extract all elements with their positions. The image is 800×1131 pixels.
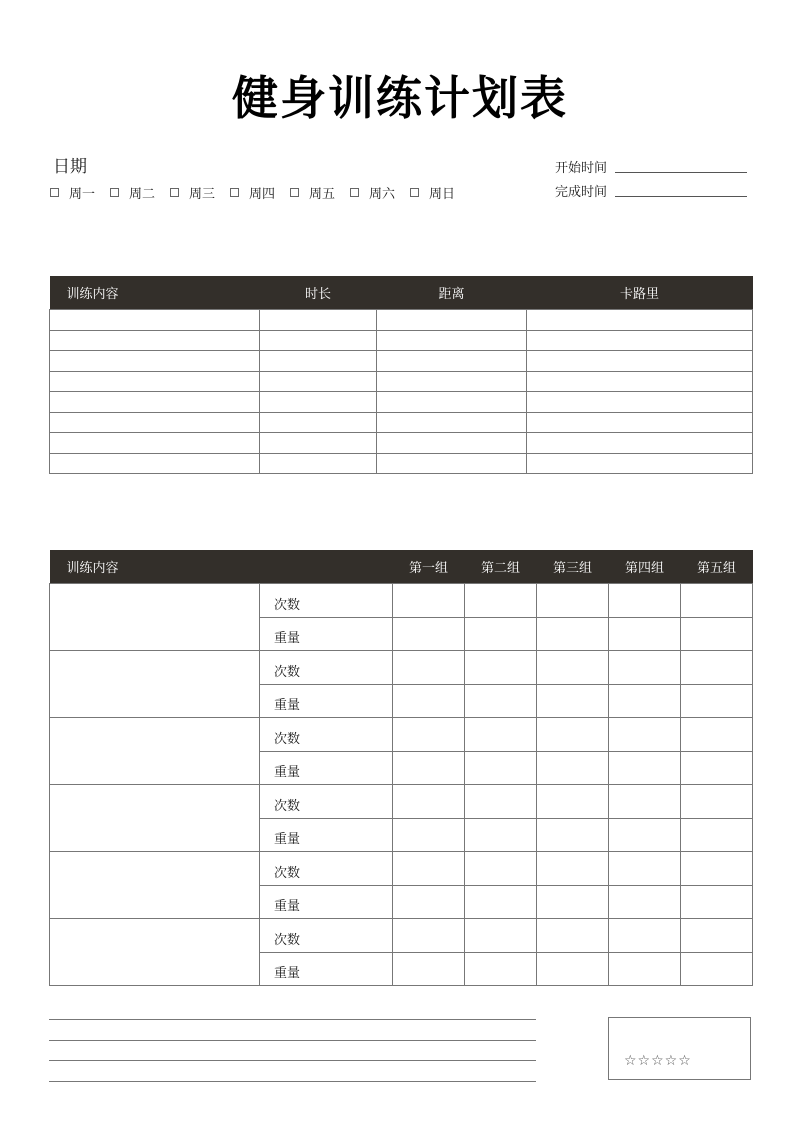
checkbox-icon[interactable] [110,188,119,197]
set-cell[interactable] [609,651,681,685]
table-cell[interactable] [260,310,377,331]
set-cell[interactable] [465,919,537,953]
table-cell[interactable] [260,371,377,392]
table-cell[interactable] [260,433,377,454]
weight-label: 重量 [260,885,393,919]
note-line[interactable] [49,1019,536,1020]
day-option-mon[interactable]: 周一 [50,183,110,202]
rating-box [608,1017,751,1080]
set-cell[interactable] [393,785,465,819]
set-cell[interactable] [465,751,537,785]
set-cell[interactable] [537,718,609,752]
set-cell[interactable] [609,785,681,819]
table-cell[interactable] [377,371,527,392]
header-set-1: 第一组 [393,550,465,584]
header-metric [260,550,393,584]
set-cell[interactable] [681,718,753,752]
weekday-checkboxes [50,183,470,202]
set-cell[interactable] [537,751,609,785]
set-cell[interactable] [465,885,537,919]
set-cell[interactable] [537,952,609,986]
weight-label: 重量 [260,818,393,852]
table-cell[interactable] [50,453,260,474]
weight-label: 重量 [260,952,393,986]
table-cell[interactable] [377,310,527,331]
set-cell[interactable] [609,718,681,752]
start-time-row [555,157,747,176]
reps-label: 次数 [260,852,393,886]
set-cell[interactable] [537,785,609,819]
strength-table [49,550,753,986]
note-line[interactable] [49,1060,536,1061]
header-set-2: 第二组 [465,550,537,584]
table-cell[interactable] [377,453,527,474]
set-cell[interactable] [465,785,537,819]
set-cell[interactable] [681,584,753,618]
date-label: 日期 [53,157,87,177]
table-cell[interactable] [377,351,527,372]
end-time-label: 完成时间 [555,185,608,200]
exercise-name-cell[interactable] [50,852,260,919]
table-row [50,371,753,392]
set-cell[interactable] [393,651,465,685]
table-cell[interactable] [377,330,527,351]
reps-label: 次数 [260,785,393,819]
table-cell[interactable] [260,351,377,372]
page-title: 健身训练计划表 [232,71,568,125]
set-cell[interactable] [681,919,753,953]
table-row [50,310,753,331]
end-time-field[interactable] [615,195,747,197]
exercise-name-cell[interactable] [50,584,260,651]
set-cell[interactable] [537,584,609,618]
set-cell[interactable] [465,852,537,886]
table-cell[interactable] [260,412,377,433]
set-cell[interactable] [609,852,681,886]
set-cell[interactable] [609,584,681,618]
set-cell[interactable] [465,718,537,752]
table-cell[interactable] [50,392,260,413]
header-calories: 卡路里 [527,276,753,310]
table-row [50,330,753,351]
set-cell[interactable] [465,617,537,651]
strength-header-row [50,550,753,584]
set-cell[interactable] [609,885,681,919]
header-duration: 时长 [260,276,377,310]
header-exercise: 训练内容 [50,276,260,310]
set-cell[interactable] [609,684,681,718]
table-row [50,433,753,454]
set-cell[interactable] [465,684,537,718]
table-cell[interactable] [377,392,527,413]
table-row [50,412,753,433]
table-cell[interactable] [50,351,260,372]
table-cell[interactable] [260,392,377,413]
note-line[interactable] [49,1040,536,1041]
star-rating-icons[interactable]: ☆☆☆☆☆ [624,1053,692,1069]
table-cell[interactable] [527,412,753,433]
weight-label: 重量 [260,684,393,718]
set-cell[interactable] [537,617,609,651]
set-cell[interactable] [393,919,465,953]
reps-label: 次数 [260,584,393,618]
table-cell[interactable] [377,433,527,454]
table-cell[interactable] [377,412,527,433]
set-cell[interactable] [393,617,465,651]
set-cell[interactable] [465,651,537,685]
set-cell[interactable] [609,818,681,852]
reps-label: 次数 [260,919,393,953]
table-row [50,651,753,685]
table-cell[interactable] [50,371,260,392]
exercise-name-cell[interactable] [50,919,260,986]
exercise-name-cell[interactable] [50,651,260,718]
set-cell[interactable] [465,584,537,618]
exercise-name-cell[interactable] [50,785,260,852]
header-set-3: 第三组 [537,550,609,584]
table-row [50,852,753,886]
header-set-5: 第五组 [681,550,753,584]
set-cell[interactable] [537,919,609,953]
set-cell[interactable] [393,751,465,785]
set-cell[interactable] [681,785,753,819]
cardio-header-row [50,276,753,310]
day-option-wed[interactable]: 周三 [170,183,230,202]
set-cell[interactable] [681,684,753,718]
checkbox-icon[interactable] [50,188,59,197]
set-cell[interactable] [537,818,609,852]
reps-label: 次数 [260,718,393,752]
set-cell[interactable] [681,818,753,852]
set-cell[interactable] [537,684,609,718]
table-cell[interactable] [260,330,377,351]
table-row [50,351,753,372]
notes-area[interactable] [49,1019,536,1101]
set-cell[interactable] [681,617,753,651]
set-cell[interactable] [681,651,753,685]
table-cell[interactable] [527,453,753,474]
table-row [50,718,753,752]
set-cell[interactable] [609,919,681,953]
table-row [50,785,753,819]
set-cell[interactable] [393,684,465,718]
table-cell[interactable] [527,392,753,413]
set-cell[interactable] [393,852,465,886]
table-cell[interactable] [50,310,260,331]
day-option-fri[interactable]: 周五 [290,183,350,202]
set-cell[interactable] [609,751,681,785]
set-cell[interactable] [393,718,465,752]
weight-label: 重量 [260,751,393,785]
set-cell[interactable] [681,751,753,785]
set-cell[interactable] [609,617,681,651]
set-cell[interactable] [393,952,465,986]
header-exercise: 训练内容 [50,550,260,584]
table-cell[interactable] [527,351,753,372]
set-cell[interactable] [393,885,465,919]
table-cell[interactable] [527,433,753,454]
day-option-sat[interactable]: 周六 [350,183,410,202]
set-cell[interactable] [393,584,465,618]
table-cell[interactable] [527,310,753,331]
day-option-sun[interactable]: 周日 [410,183,470,202]
note-line[interactable] [49,1081,536,1082]
checkbox-icon[interactable] [170,188,179,197]
table-cell[interactable] [50,412,260,433]
header-distance: 距离 [377,276,527,310]
table-row [50,453,753,474]
checkbox-icon[interactable] [410,188,419,197]
table-row [50,919,753,953]
checkbox-icon[interactable] [290,188,299,197]
checkbox-icon[interactable] [230,188,239,197]
table-cell[interactable] [260,453,377,474]
start-time-label: 开始时间 [555,161,608,176]
table-cell[interactable] [50,330,260,351]
cardio-table [49,276,753,474]
set-cell[interactable] [681,852,753,886]
weight-label: 重量 [260,617,393,651]
table-row [50,584,753,618]
set-cell[interactable] [393,818,465,852]
start-time-field[interactable] [615,171,747,173]
day-option-thu[interactable]: 周四 [230,183,290,202]
end-time-row [555,181,747,200]
set-cell[interactable] [537,852,609,886]
table-row [50,392,753,413]
set-cell[interactable] [681,885,753,919]
set-cell[interactable] [681,952,753,986]
set-cell[interactable] [537,651,609,685]
header-set-4: 第四组 [609,550,681,584]
set-cell[interactable] [537,885,609,919]
set-cell[interactable] [465,952,537,986]
reps-label: 次数 [260,651,393,685]
exercise-name-cell[interactable] [50,718,260,785]
table-cell[interactable] [527,330,753,351]
day-option-tue[interactable]: 周二 [110,183,170,202]
set-cell[interactable] [609,952,681,986]
set-cell[interactable] [465,818,537,852]
table-cell[interactable] [50,433,260,454]
table-cell[interactable] [527,371,753,392]
checkbox-icon[interactable] [350,188,359,197]
